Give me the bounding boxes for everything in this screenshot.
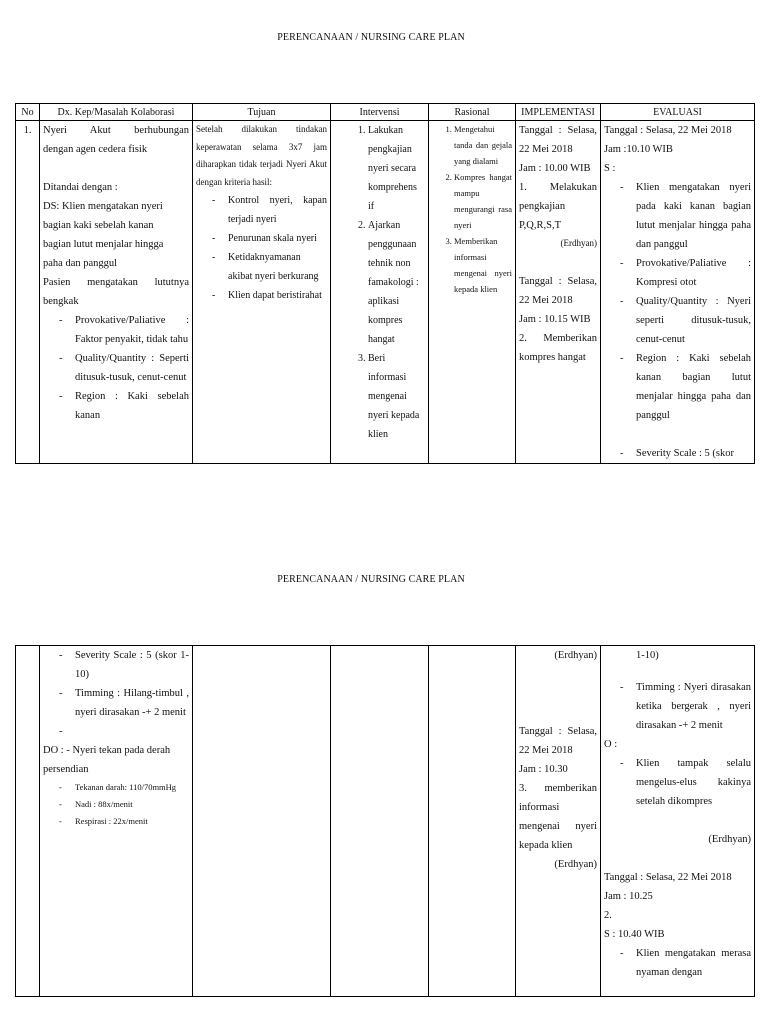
pqrst-list: [43, 646, 189, 741]
eval-skor-continued: 1-10): [636, 650, 659, 661]
diagnosis-text: Nyeri Akut berhubungan: [43, 125, 189, 136]
tujuan-cell: [193, 646, 331, 997]
impl-date: Tanggal : Selasa, 22 Mei 2018: [519, 275, 597, 306]
eval-date: Tanggal : Selasa, 22 Mei 2018: [604, 872, 732, 883]
rasional-list: [432, 121, 512, 297]
list-item: - Quality/Quantity : Nyeri seperti ditusuk-tusuk, cenut-cenut: [636, 292, 751, 349]
intervensi-list: [334, 121, 425, 444]
eval-time: Jam : 10.25: [604, 891, 653, 902]
list-item: - Nadi : 88x/menit: [75, 796, 189, 813]
evaluasi-cell: [601, 121, 755, 464]
list-item: - Severity Scale : 5 (skor: [636, 444, 751, 463]
eval-o-label: O :: [604, 739, 618, 750]
eval-signature: (Erdhyan): [708, 834, 751, 845]
header-tujuan: Tujuan: [193, 104, 331, 121]
list-item: 3. Beri informasi mengenai nyeri kepada klien: [368, 349, 421, 444]
list-item: - Region : Kaki sebelah kanan: [75, 387, 189, 425]
list-item: - Provokative/Paliative : Kompresi otot: [636, 254, 751, 292]
ditandai-label: Ditandai dengan :: [43, 182, 118, 193]
eval-date: Tanggal : Selasa, 22 Mei 2018: [604, 125, 732, 136]
vital-signs-list: [43, 779, 189, 830]
impl-date: Tanggal : Selasa, 22 Mei 2018: [519, 125, 597, 155]
impl-action: 2. Memberikan kompres hangat: [519, 332, 597, 363]
nursing-care-plan-table-continued: [15, 645, 755, 997]
kriteria-list: [196, 191, 327, 305]
list-item: - Klien mengatakan nyeri pada kaki kanan bagian lutut menjalar hingga paha dan panggul: [636, 178, 751, 254]
list-item: - Timming : Nyeri dirasakan ketika bergerak , nyeri dirasakan -+ 2 menit: [636, 678, 751, 735]
rasional-cell: [429, 646, 516, 997]
list-item: 2. Ajarkan penggunaan tehnik non famakologi : aplikasi kompres hangat: [368, 216, 421, 349]
intervensi-cell: [331, 646, 429, 997]
list-item: - Penurunan skala nyeri: [228, 229, 327, 248]
impl-action: 3. memberikan informasi mengenai nyeri kepada klien: [519, 783, 597, 851]
eval-s-label: S : 10.40 WIB: [604, 929, 665, 940]
list-item: - Timming : Hilang-timbul , nyeri dirasakan -+ 2 menit: [75, 684, 189, 722]
list-item: - Tekanan darah: 110/70mmHg: [75, 779, 189, 796]
table-header-row: [16, 104, 755, 121]
list-item: - Klien dapat beristirahat: [228, 286, 327, 305]
nursing-care-plan-table: [15, 103, 755, 464]
list-item: - Severity Scale : 5 (skor 1-10): [75, 646, 189, 684]
eval-time: Jam :10.10 WIB: [604, 144, 673, 155]
implementasi-cell: [516, 646, 601, 997]
list-item: - Respirasi : 22x/menit: [75, 813, 189, 830]
impl-time: Jam : 10.15 WIB: [519, 313, 591, 325]
impl-date: Tanggal : Selasa, 22 Mei 2018: [519, 726, 597, 756]
impl-time: Jam : 10.00 WIB: [519, 163, 591, 174]
impl-signature: (Erdhyan): [554, 650, 597, 661]
implementasi-cell: [516, 121, 601, 464]
list-item: - Quality/Quantity : Seperti ditusuk-tusuk, cenut-cenut: [75, 349, 189, 387]
header-no: No: [16, 104, 40, 121]
eval-s-label: S :: [604, 163, 616, 174]
diagnosis-cell: - Severity Scale : 5 (skor 1-10) - Timming : Hilang-timbul , nyeri dirasakan -+ 2 menit - DO : - Nyeri tekan pada derah persendian - Tekanan darah: 110/70mmHg - Nadi : 88x/menit - Respirasi : 22x/menit: [40, 646, 193, 997]
header-evaluasi: EVALUASI: [601, 104, 755, 121]
list-item: 2. Kompres hangat mampu mengurangi rasa nyeri: [454, 169, 512, 233]
impl-signature: (Erdhyan): [560, 238, 597, 248]
header-rasional: Rasional: [429, 104, 516, 121]
header-implementasi: IMPLEMENTASI: [516, 104, 601, 121]
rasional-cell: [429, 121, 516, 464]
impl-time: Jam : 10.30: [519, 764, 568, 775]
page-title: PERENCANAAN / NURSING CARE PLAN: [277, 32, 465, 43]
impl-signature: (Erdhyan): [554, 859, 597, 870]
table-row: [16, 121, 755, 464]
list-item: 3. Memberikan informasi mengenai nyeri kepada klien: [454, 233, 512, 297]
list-item: - Klien mengatakan merasa nyaman dengan: [636, 944, 751, 982]
eval-s-list: [604, 178, 751, 425]
list-item: - Provokative/Paliative : Faktor penyakit, tidak tahu: [75, 311, 189, 349]
list-item: - Kontrol nyeri, kapan terjadi nyeri: [228, 191, 327, 229]
list-item: - Klien tampak selalu mengelus-elus kakinya setelah dikompres: [636, 754, 751, 811]
do-text: DO : - Nyeri tekan pada derah: [43, 745, 171, 756]
list-item: 1. Lakukan pengkajian nyeri secara komprehens if: [368, 121, 421, 216]
header-diagnosis: Dx. Kep/Masalah Kolaborasi: [40, 104, 193, 121]
table-row: [16, 646, 755, 997]
header-intervensi: Intervensi: [331, 104, 429, 121]
list-item: - Ketidaknyamanan akibat nyeri berkurang: [228, 248, 327, 286]
ds-text: DS: Klien mengatakan nyeri: [43, 201, 163, 212]
page-title: PERENCANAAN / NURSING CARE PLAN: [277, 574, 465, 585]
diagnosis-cell: Nyeri Akut berhubungan dengan agen cedera fisik Ditandai dengan : DS: Klien mengatakan nyeri bagian kaki sebelah kanan bagian lutut menjalar hingga paha dan panggul Pasien mengatakan lututnya bengkak - Provokative/Paliative : Faktor penyakit, tidak tahu - Quality/Quantity : Seperti ditusuk-tusuk, cenut-cenut - Region : Kaki sebelah kanan: [40, 121, 193, 464]
pqrst-list: [43, 311, 189, 425]
list-item: [75, 722, 189, 741]
intervensi-cell: [331, 121, 429, 464]
list-item: - Region : Kaki sebelah kanan bagian lutut menjalar hingga paha dan panggul: [636, 349, 751, 425]
row-number: 1.: [16, 121, 40, 464]
impl-action: 1. Melakukan pengkajian P,Q,R,S,T: [519, 182, 597, 231]
list-item: 1. Mengetahui tanda dan gejala yang dialami: [454, 121, 512, 169]
row-number: [16, 646, 40, 997]
tujuan-cell: [193, 121, 331, 464]
evaluasi-cell: 1-10) - Timming : Nyeri dirasakan ketika bergerak , nyeri dirasakan -+ 2 menit O : - Klien tampak selalu mengelus-elus kakinya setelah dikompres (Erdhyan) Tanggal : Selasa, 22 Mei 2018 Jam : 10.25 2. S : 10.40 WIB - Klien mengatakan merasa nyaman dengan: [601, 646, 755, 997]
tujuan-intro: Setelah dilakukan tindakan keperawatan selama 3x7 jam diharapkan tidak terjadi Nyeri Akut dengan kriteria hasil:: [196, 124, 327, 187]
